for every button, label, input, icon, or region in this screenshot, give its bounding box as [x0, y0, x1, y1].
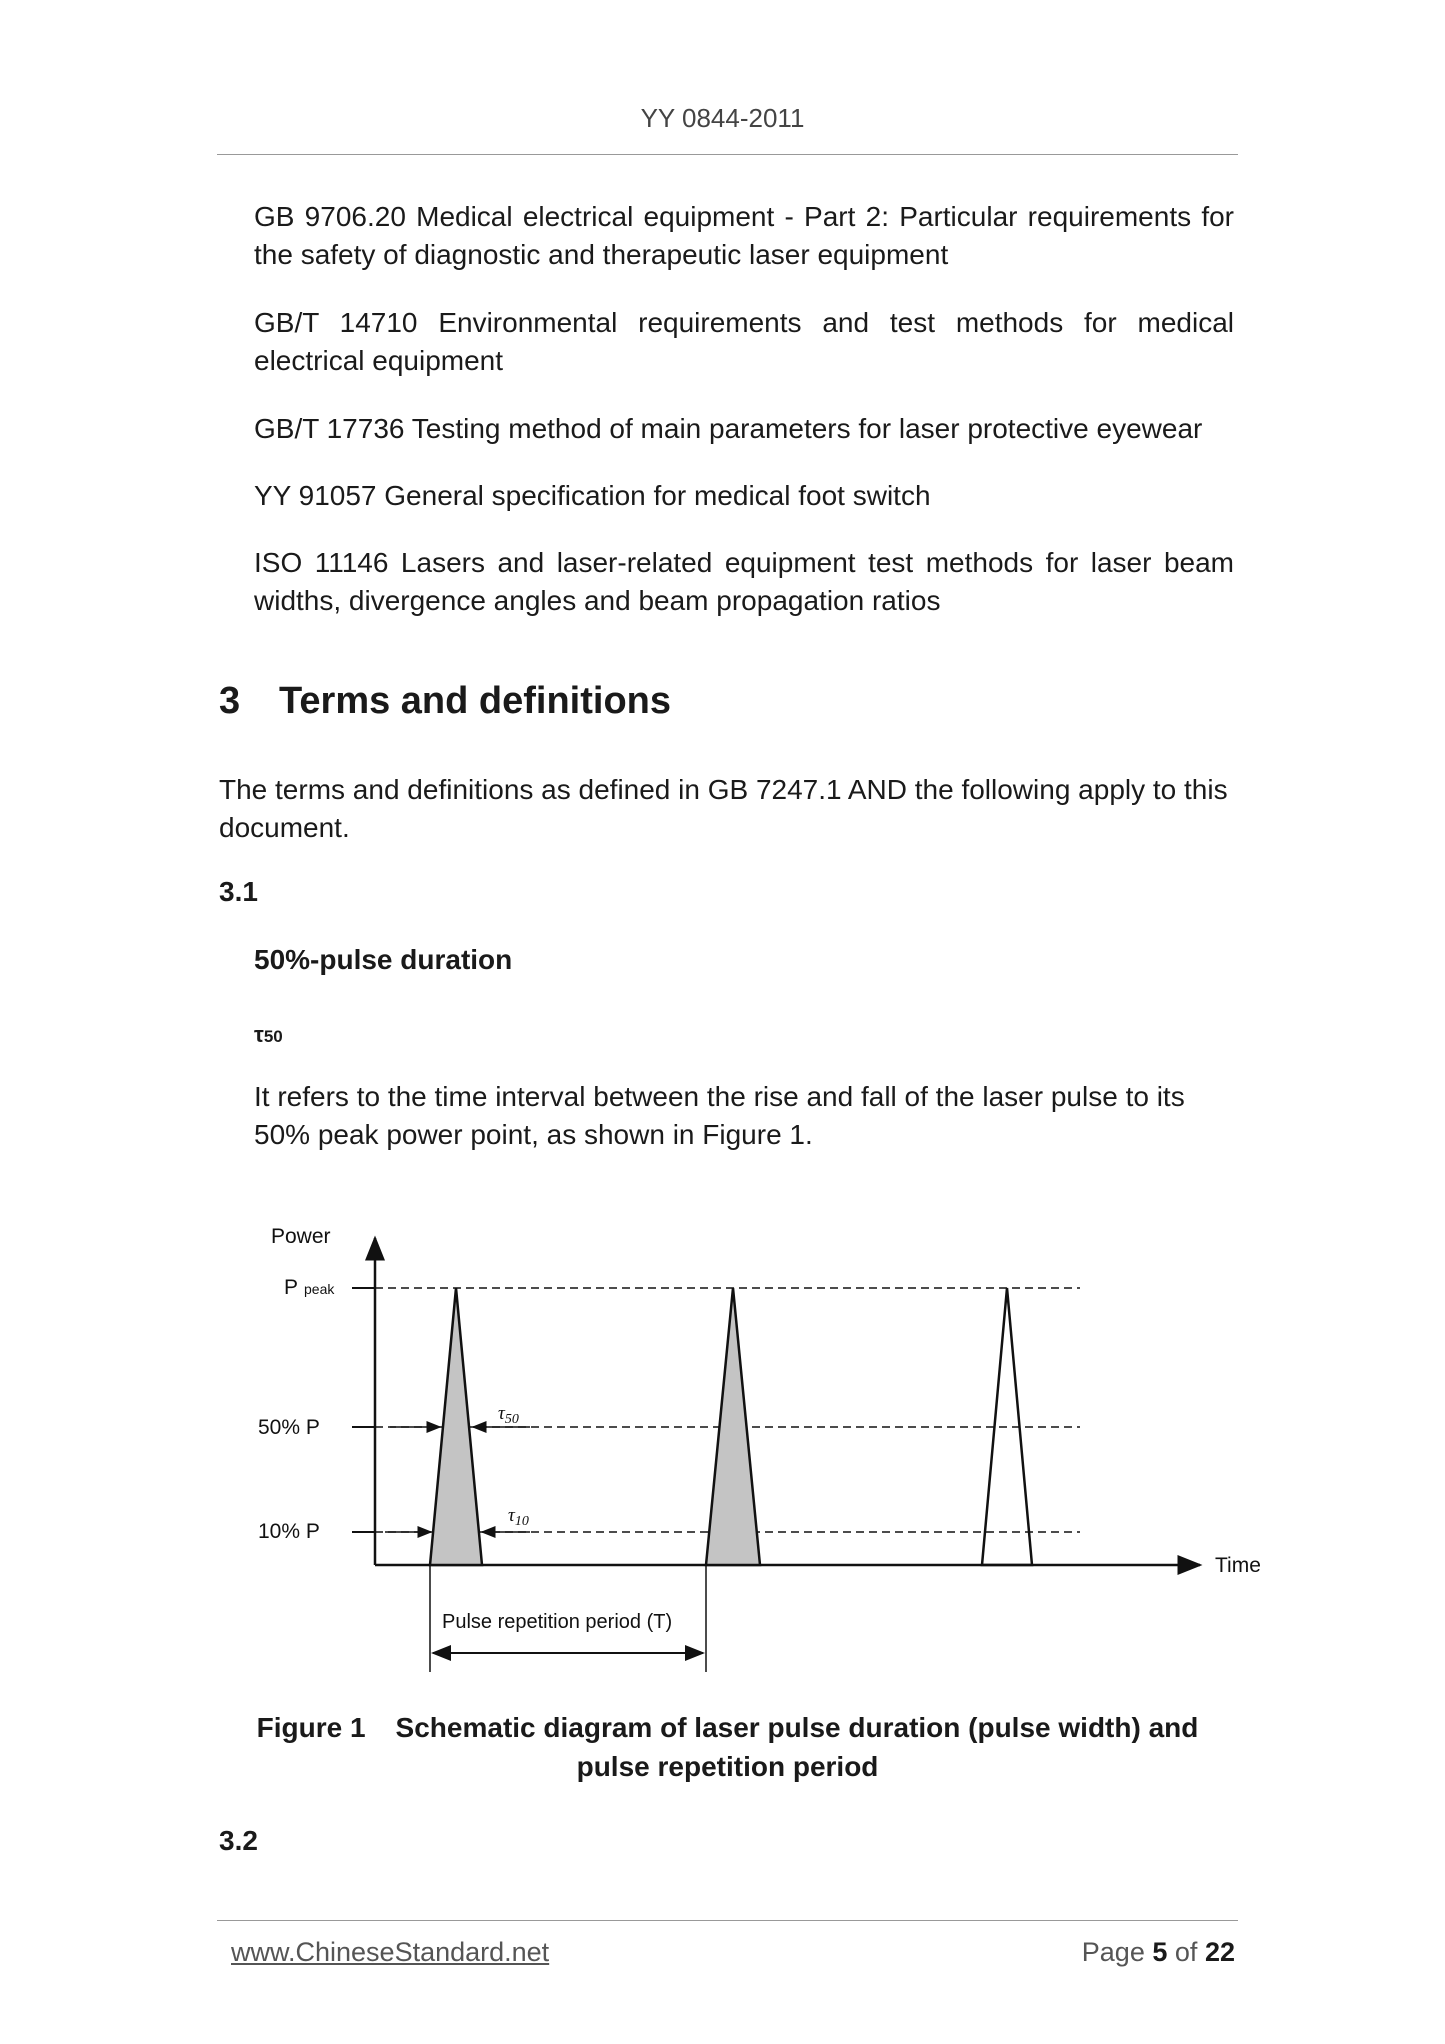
term-symbol-sub: 50 [263, 1027, 283, 1046]
page-current: 5 [1152, 1937, 1168, 1967]
section-number: 3 [219, 680, 241, 722]
tau10-main: τ [508, 1505, 515, 1526]
period-label: Pulse repetition period (T) [442, 1611, 673, 1633]
reference-yy-91057: YY 91057 General specification for medical foot switch [254, 480, 931, 511]
tau10-sub: 10 [514, 1514, 529, 1529]
tau50-sub: 50 [504, 1412, 519, 1427]
section-intro: The terms and definitions as defined in GB 7247.1 AND the following apply to this document. [219, 774, 1228, 843]
caption-line-2: pulse repetition period [576, 1751, 879, 1782]
section-heading [219, 680, 671, 723]
peak-level-sub: peak [304, 1281, 335, 1297]
page-of: of [1174, 1937, 1198, 1967]
50-level-label: 50% P [258, 1416, 320, 1439]
reference-iso-11146: ISO 11146 Lasers and laser-related equipment test methods for laser beam widths, divergence angles and beam propagation ratios [254, 547, 1234, 616]
page-prefix: Page [1081, 1937, 1145, 1967]
footer-site-link[interactable]: www.ChineseStandard.net [231, 1937, 550, 1967]
caption-label: Figure 1 [256, 1712, 366, 1743]
peak-level-main: P [284, 1276, 299, 1299]
x-axis-label: Time [1215, 1554, 1261, 1577]
section-title: Terms and definitions [279, 680, 672, 722]
peak-level-label [284, 1276, 335, 1299]
reference-gbt-17736: GB/T 17736 Testing method of main parameters for laser protective eyewear [254, 413, 1203, 444]
page-total: 22 [1204, 1937, 1235, 1967]
term-definition: It refers to the time interval between the rise and fall of the laser pulse to its 50% peak power point, as shown in Figure 1. [254, 1081, 1185, 1150]
pulse-diagram [240, 1210, 1280, 1680]
term-heading: 50%-pulse duration [254, 944, 513, 975]
page-header: YY 0844-2011 [640, 103, 805, 133]
clause-number-3-2: 3.2 [219, 1825, 258, 1856]
term-symbol-main: τ [254, 1022, 264, 1047]
reference-gb-9706-20: GB 9706.20 Medical electrical equipment - Part 2: Particular requirements for the safety of diagnostic and therapeutic laser equipment [254, 201, 1234, 270]
clause-number-3-1: 3.1 [219, 876, 258, 907]
footer-page-number [1082, 1937, 1235, 1968]
y-axis-label: Power [271, 1225, 331, 1248]
tau50-main: τ [498, 1403, 505, 1424]
caption-text-1: Schematic diagram of laser pulse duration (pulse width) and [395, 1712, 1199, 1743]
term-symbol [254, 1022, 283, 1048]
figure-caption [217, 1708, 1238, 1786]
header-divider [217, 154, 1238, 155]
reference-gbt-14710: GB/T 14710 Environmental requirements and test methods for medical electrical equipment [254, 307, 1234, 376]
caption-line-1 [217, 1708, 1238, 1747]
tau10-label [508, 1505, 529, 1529]
10-level-label: 10% P [258, 1520, 320, 1543]
footer-divider [217, 1920, 1238, 1921]
tau50-label [498, 1403, 519, 1427]
